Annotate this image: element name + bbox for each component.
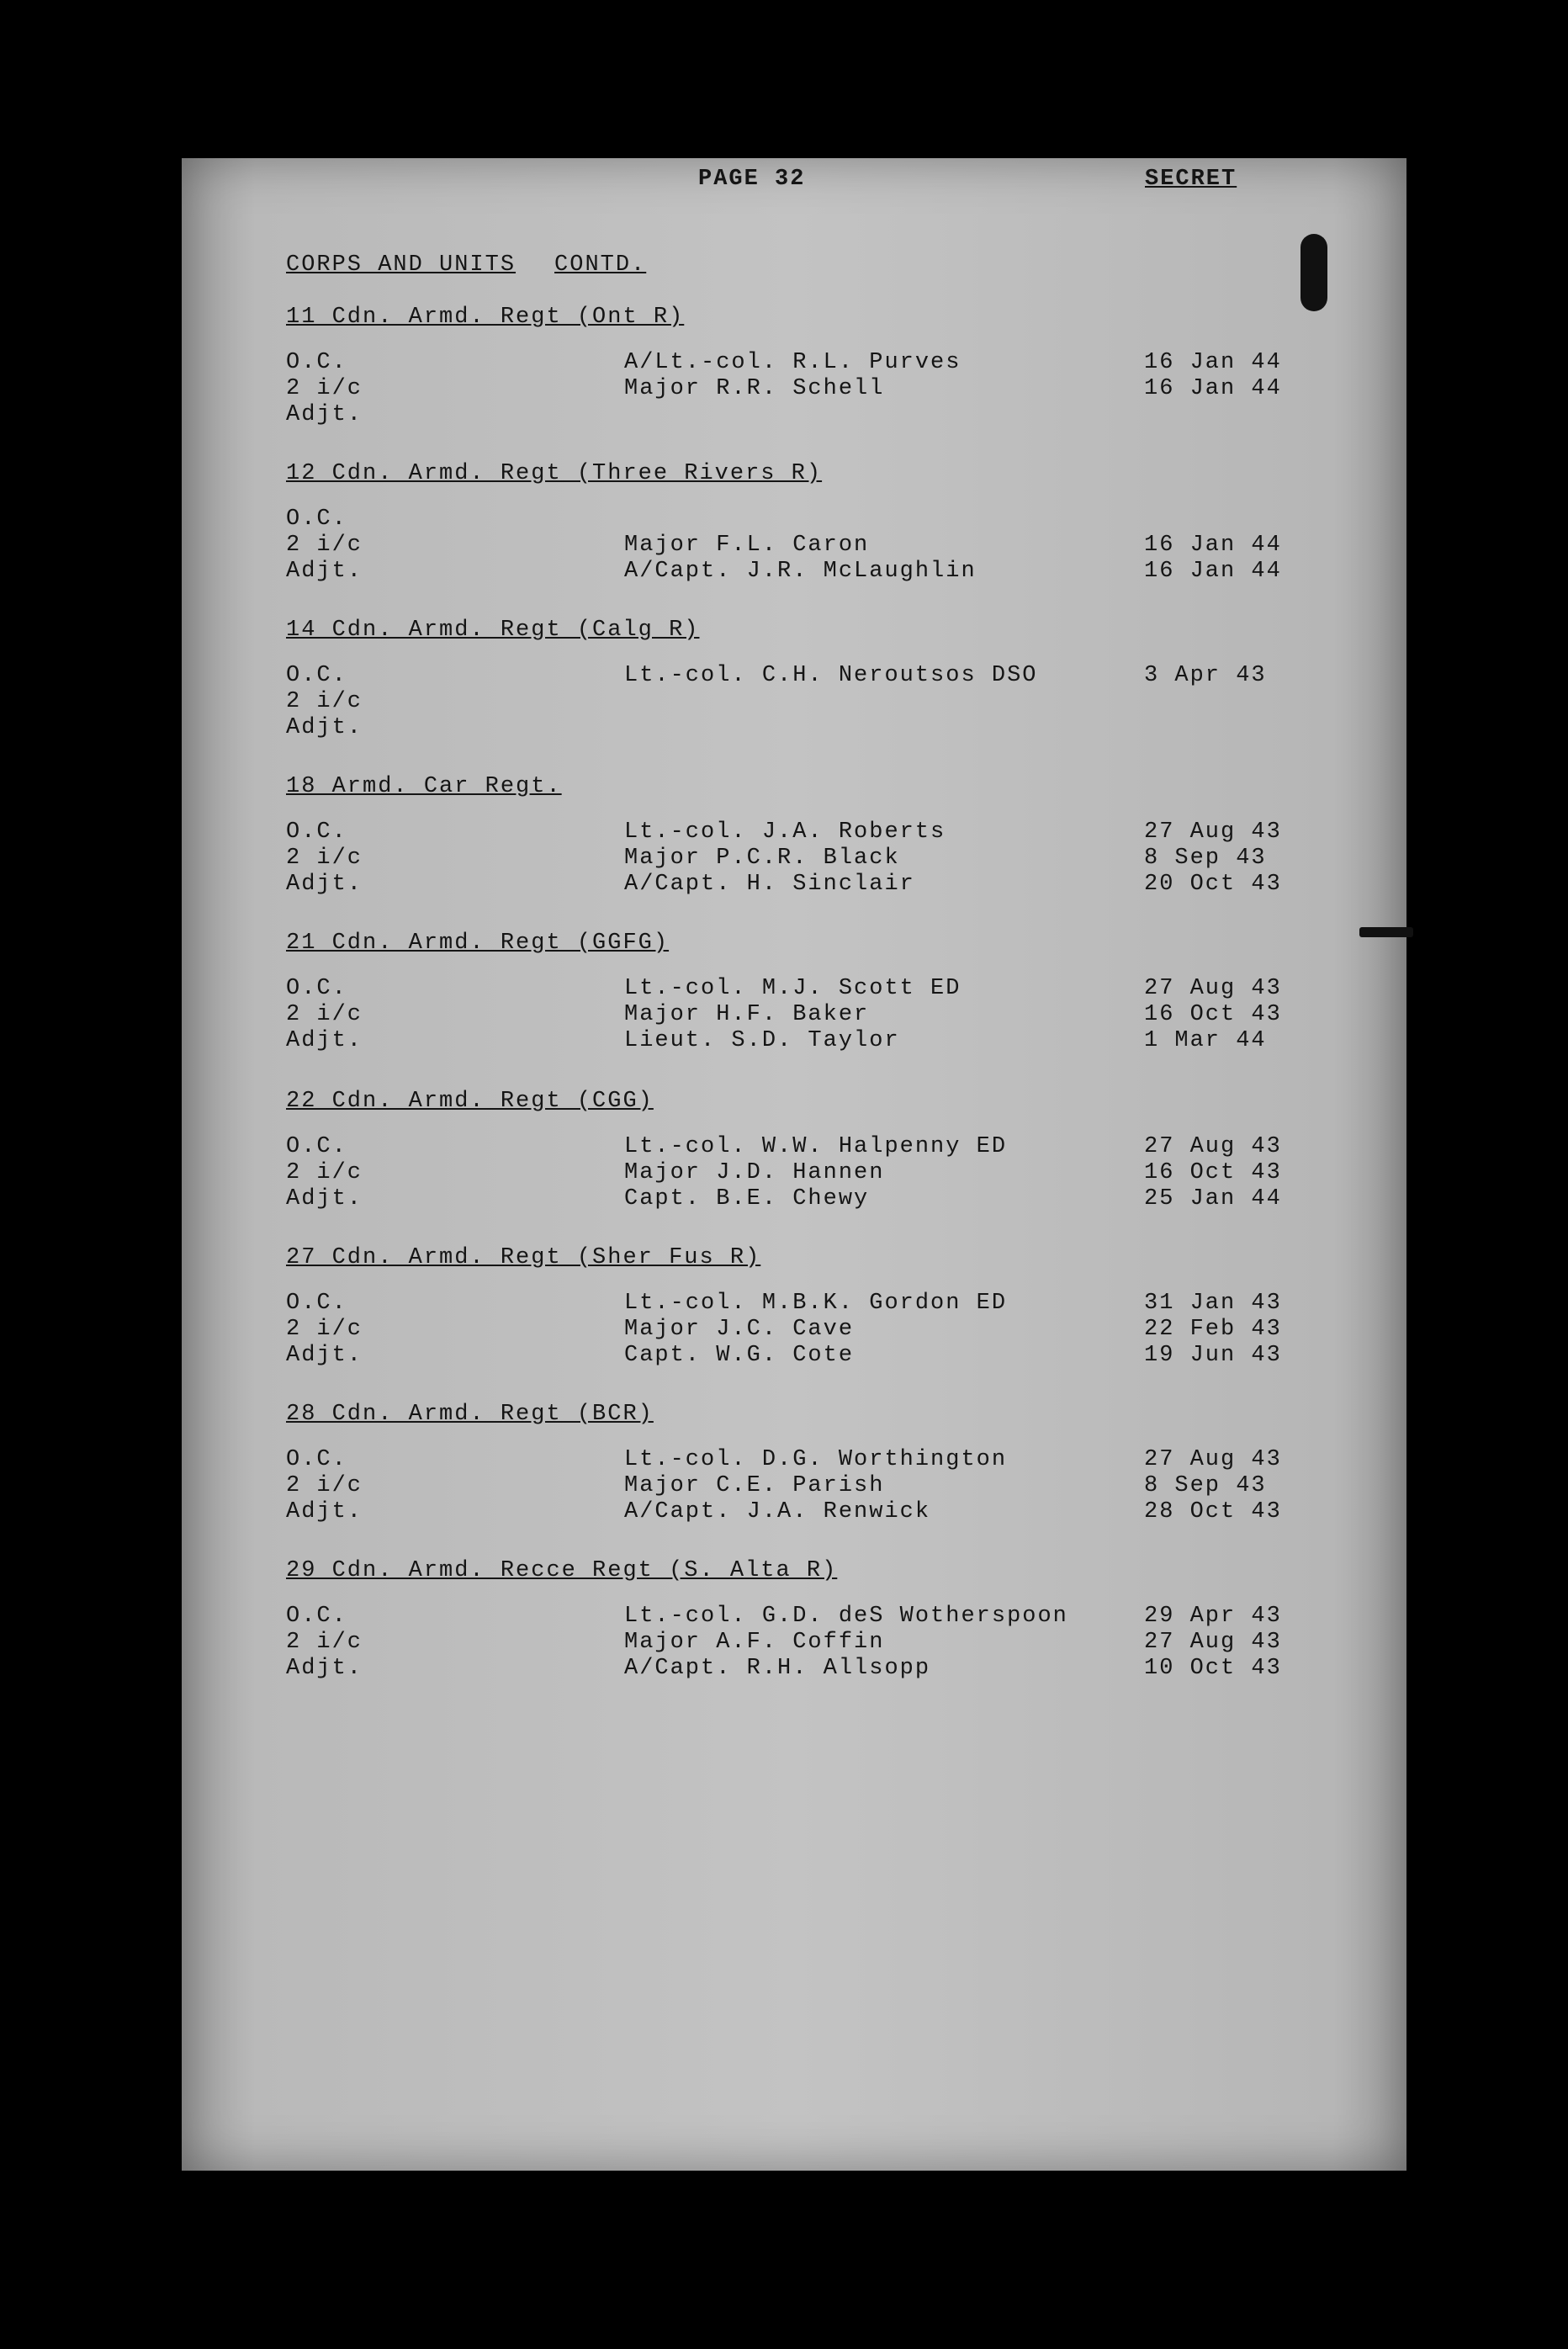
appointment-row — [286, 846, 1380, 872]
appointment-date: 16 Jan 44 — [1144, 533, 1282, 558]
appointment-date: 29 Apr 43 — [1144, 1604, 1282, 1629]
appointment-date: 27 Aug 43 — [1144, 819, 1282, 845]
appointment-date: 27 Aug 43 — [1144, 1134, 1282, 1159]
appointment-role: 2 i/c — [286, 376, 363, 401]
officer-name: A/Capt. J.R. McLaughlin — [624, 559, 977, 584]
officer-name: A/Capt. J.A. Renwick — [624, 1499, 931, 1524]
section-heading — [286, 252, 646, 278]
appointment-row — [286, 1134, 1380, 1160]
appointment-role: Adjt. — [286, 559, 363, 584]
appointment-role: O.C. — [286, 350, 347, 375]
officer-name: Major J.D. Hannen — [624, 1160, 885, 1185]
unit-section — [286, 774, 1380, 898]
classification-label: SECRET — [1145, 167, 1237, 192]
appointment-row — [286, 976, 1380, 1002]
appointment-row — [286, 1447, 1380, 1473]
appointment-list — [286, 819, 1380, 898]
appointment-row — [286, 533, 1380, 559]
heading-title: CORPS AND UNITS — [286, 252, 516, 278]
appointment-row — [286, 1317, 1380, 1343]
appointment-row — [286, 1028, 1380, 1054]
appointment-role: O.C. — [286, 663, 347, 688]
appointment-role: 2 i/c — [286, 1317, 363, 1342]
appointment-role: O.C. — [286, 976, 347, 1001]
unit-section — [286, 461, 1380, 585]
officer-name: Lt.-col. M.J. Scott ED — [624, 976, 961, 1001]
appointment-role: Adjt. — [286, 1499, 363, 1524]
officer-name: Major A.F. Coffin — [624, 1630, 885, 1655]
appointment-role: O.C. — [286, 1604, 347, 1629]
officer-name: A/Lt.-col. R.L. Purves — [624, 350, 961, 375]
appointment-list — [286, 350, 1380, 428]
appointment-row — [286, 1160, 1380, 1186]
unit-title: 27 Cdn. Armd. Regt (Sher Fus R) — [286, 1245, 761, 1270]
document-body — [182, 158, 1406, 2171]
appointment-date: 16 Oct 43 — [1144, 1160, 1282, 1185]
appointment-date: 16 Jan 44 — [1144, 559, 1282, 584]
unit-section — [286, 305, 1380, 428]
unit-section — [286, 1089, 1380, 1212]
appointment-role: Adjt. — [286, 872, 363, 897]
appointment-date: 27 Aug 43 — [1144, 1447, 1282, 1472]
unit-title: 22 Cdn. Armd. Regt (CGG) — [286, 1089, 654, 1114]
officer-name: Lt.-col. W.W. Halpenny ED — [624, 1134, 1008, 1159]
appointment-role: 2 i/c — [286, 533, 363, 558]
appointment-role: O.C. — [286, 1291, 347, 1316]
unit-title: 14 Cdn. Armd. Regt (Calg R) — [286, 618, 700, 643]
appointment-role: 2 i/c — [286, 1160, 363, 1185]
appointment-row — [286, 376, 1380, 402]
page-number: PAGE 32 — [698, 167, 806, 192]
appointment-row — [286, 1343, 1380, 1369]
officer-name: Major F.L. Caron — [624, 533, 870, 558]
appointment-list — [286, 1291, 1380, 1369]
officer-name: Lt.-col. G.D. deS Wotherspoon — [624, 1604, 1068, 1629]
officer-name: Lt.-col. M.B.K. Gordon ED — [624, 1291, 1008, 1316]
appointment-list — [286, 976, 1380, 1054]
officer-name: Major H.F. Baker — [624, 1002, 870, 1027]
officer-name: Major J.C. Cave — [624, 1317, 855, 1342]
appointment-list — [286, 663, 1380, 741]
appointment-row — [286, 1473, 1380, 1499]
appointment-row — [286, 350, 1380, 376]
appointment-role: Adjt. — [286, 402, 363, 427]
heading-contd: CONTD. — [554, 252, 647, 278]
appointment-role: 2 i/c — [286, 1630, 363, 1655]
appointment-role: O.C. — [286, 1447, 347, 1472]
appointment-role: 2 i/c — [286, 1002, 363, 1027]
appointment-row — [286, 1630, 1380, 1656]
unit-title: 21 Cdn. Armd. Regt (GGFG) — [286, 931, 670, 956]
officer-name: Lieut. S.D. Taylor — [624, 1028, 900, 1053]
appointment-date: 8 Sep 43 — [1144, 1473, 1267, 1498]
appointment-list — [286, 1604, 1380, 1682]
appointment-list — [286, 506, 1380, 585]
appointment-role: 2 i/c — [286, 689, 363, 714]
appointment-row — [286, 1499, 1380, 1525]
unit-title: 11 Cdn. Armd. Regt (Ont R) — [286, 305, 685, 330]
unit-title: 12 Cdn. Armd. Regt (Three Rivers R) — [286, 461, 823, 486]
unit-section — [286, 1245, 1380, 1369]
unit-section — [286, 618, 1380, 741]
appointment-row — [286, 402, 1380, 428]
appointment-row — [286, 689, 1380, 715]
appointment-date: 27 Aug 43 — [1144, 976, 1282, 1001]
appointment-row — [286, 506, 1380, 533]
appointment-row — [286, 1186, 1380, 1212]
appointment-date: 16 Jan 44 — [1144, 376, 1282, 401]
appointment-date: 16 Jan 44 — [1144, 350, 1282, 375]
unit-title: 28 Cdn. Armd. Regt (BCR) — [286, 1402, 654, 1427]
officer-name: Major P.C.R. Black — [624, 846, 900, 871]
appointment-date: 16 Oct 43 — [1144, 1002, 1282, 1027]
unit-section — [286, 1402, 1380, 1525]
appointment-role: Adjt. — [286, 715, 363, 740]
officer-name: Major R.R. Schell — [624, 376, 885, 401]
appointment-list — [286, 1447, 1380, 1525]
appointment-row — [286, 1291, 1380, 1317]
appointment-row — [286, 1604, 1380, 1630]
appointment-role: Adjt. — [286, 1343, 363, 1368]
appointment-date: 19 Jun 43 — [1144, 1343, 1282, 1368]
appointment-row — [286, 1002, 1380, 1028]
appointment-role: O.C. — [286, 506, 347, 532]
officer-name: Lt.-col. J.A. Roberts — [624, 819, 946, 845]
officer-name: Lt.-col. D.G. Worthington — [624, 1447, 1008, 1472]
appointment-list — [286, 1134, 1380, 1212]
appointment-role: 2 i/c — [286, 846, 363, 871]
officer-name: A/Capt. R.H. Allsopp — [624, 1656, 931, 1681]
appointment-date: 25 Jan 44 — [1144, 1186, 1282, 1212]
appointment-row — [286, 1656, 1380, 1682]
appointment-date: 3 Apr 43 — [1144, 663, 1267, 688]
officer-name: Lt.-col. C.H. Neroutsos DSO — [624, 663, 1038, 688]
appointment-row — [286, 872, 1380, 898]
appointment-date: 10 Oct 43 — [1144, 1656, 1282, 1681]
officer-name: Major C.E. Parish — [624, 1473, 885, 1498]
appointment-row — [286, 663, 1380, 689]
document-page — [182, 158, 1406, 2171]
appointment-role: Adjt. — [286, 1186, 363, 1212]
officer-name: Capt. W.G. Cote — [624, 1343, 855, 1368]
appointment-role: 2 i/c — [286, 1473, 363, 1498]
appointment-row — [286, 819, 1380, 846]
appointment-date: 28 Oct 43 — [1144, 1499, 1282, 1524]
appointment-role: Adjt. — [286, 1656, 363, 1681]
unit-section — [286, 1558, 1380, 1682]
unit-section — [286, 931, 1380, 1054]
appointment-date: 8 Sep 43 — [1144, 846, 1267, 871]
appointment-date: 31 Jan 43 — [1144, 1291, 1282, 1316]
appointment-role: O.C. — [286, 819, 347, 845]
appointment-date: 22 Feb 43 — [1144, 1317, 1282, 1342]
appointment-row — [286, 715, 1380, 741]
appointment-role: O.C. — [286, 1134, 347, 1159]
appointment-date: 20 Oct 43 — [1144, 872, 1282, 897]
appointment-date: 27 Aug 43 — [1144, 1630, 1282, 1655]
unit-title: 29 Cdn. Armd. Recce Regt (S. Alta R) — [286, 1558, 838, 1583]
appointment-row — [286, 559, 1380, 585]
appointment-date: 1 Mar 44 — [1144, 1028, 1267, 1053]
unit-title: 18 Armd. Car Regt. — [286, 774, 562, 799]
appointment-role: Adjt. — [286, 1028, 363, 1053]
officer-name: A/Capt. H. Sinclair — [624, 872, 915, 897]
officer-name: Capt. B.E. Chewy — [624, 1186, 870, 1212]
